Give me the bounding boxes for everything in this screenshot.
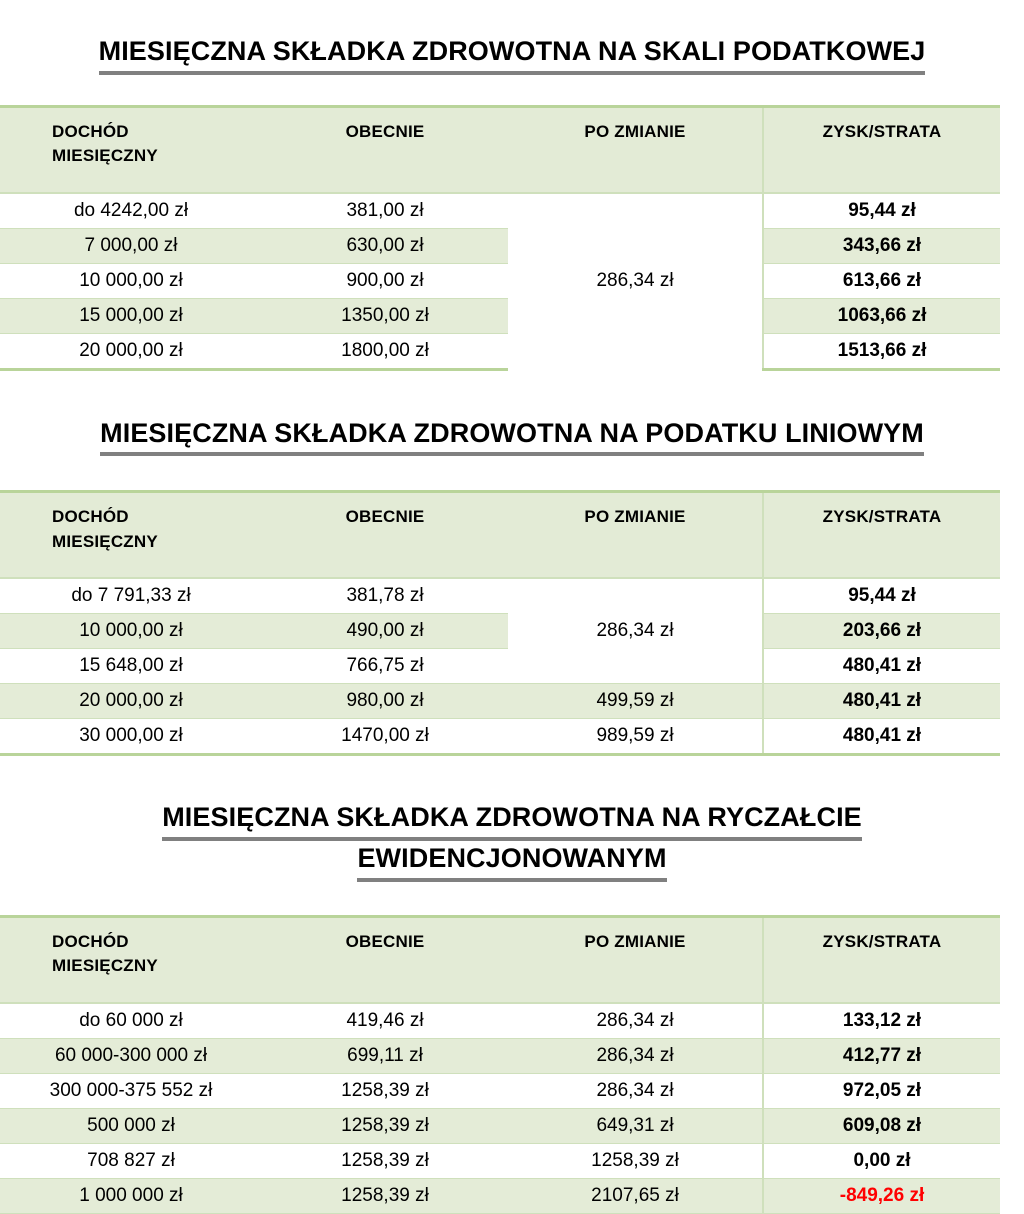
table-wrapper-ryczalt-ewidencjonowany xyxy=(0,915,1024,1214)
cell-po-zmianie: 286,34 zł xyxy=(508,1073,763,1108)
cell-zysk-strata: 133,12 zł xyxy=(763,1003,1000,1039)
cell-obecnie: 490,00 zł xyxy=(262,614,508,649)
cell-po-zmianie-merged: 286,34 zł xyxy=(508,193,763,370)
cell-po-zmianie: 2107,65 zł xyxy=(508,1178,763,1213)
cell-po-zmianie: 286,34 zł xyxy=(508,1038,763,1073)
cell-zysk-strata: 1063,66 zł xyxy=(763,298,1000,333)
column-header-dochod xyxy=(0,492,262,579)
cell-po-zmianie: 649,31 zł xyxy=(508,1108,763,1143)
section-title-podatek-liniowy xyxy=(0,416,1024,457)
column-header-zysk-strata: ZYSK/STRATA xyxy=(763,106,1000,193)
cell-dochod: 7 000,00 zł xyxy=(0,228,262,263)
table-row xyxy=(0,614,1000,649)
cell-zysk-strata: 972,05 zł xyxy=(763,1073,1000,1108)
column-header-obecnie: OBECNIE xyxy=(262,916,508,1003)
table-body xyxy=(0,578,1000,755)
cell-dochod: do 4242,00 zł xyxy=(0,193,262,229)
cell-dochod: 15 000,00 zł xyxy=(0,298,262,333)
table-row xyxy=(0,1108,1000,1143)
cell-obecnie: 1350,00 zł xyxy=(262,298,508,333)
section-title-line: MIESIĘCZNA SKŁADKA ZDROWOTNA NA RYCZAŁCIE xyxy=(162,800,862,841)
table-podatek-liniowy xyxy=(0,490,1000,756)
cell-obecnie: 900,00 zł xyxy=(262,263,508,298)
cell-po-zmianie: 989,59 zł xyxy=(508,719,763,755)
cell-dochod: 15 648,00 zł xyxy=(0,649,262,684)
cell-obecnie: 381,00 zł xyxy=(262,193,508,229)
table-row xyxy=(0,228,1000,263)
column-header-dochod-line1: DOCHÓD xyxy=(52,121,129,141)
cell-zysk-strata: 95,44 zł xyxy=(763,578,1000,614)
table-wrapper-skala-podatkowa xyxy=(0,105,1024,371)
column-header-dochod-line1: DOCHÓD xyxy=(52,931,129,951)
cell-dochod: do 7 791,33 zł xyxy=(0,578,262,614)
table-row xyxy=(0,684,1000,719)
table-header-row xyxy=(0,106,1000,193)
table-row xyxy=(0,1143,1000,1178)
cell-dochod: 500 000 zł xyxy=(0,1108,262,1143)
cell-obecnie: 1258,39 zł xyxy=(262,1108,508,1143)
table-wrapper-podatek-liniowy xyxy=(0,490,1024,756)
table-row xyxy=(0,333,1000,369)
cell-zysk-strata: 203,66 zł xyxy=(763,614,1000,649)
cell-dochod: 30 000,00 zł xyxy=(0,719,262,755)
section-title-line-2: EWIDENCJONOWANYM xyxy=(357,841,666,882)
cell-zysk-strata: 343,66 zł xyxy=(763,228,1000,263)
column-header-po-zmianie: PO ZMIANIE xyxy=(508,492,763,579)
table-row xyxy=(0,578,1000,614)
table-row xyxy=(0,1038,1000,1073)
cell-dochod: 10 000,00 zł xyxy=(0,614,262,649)
table-row xyxy=(0,1003,1000,1039)
table-header xyxy=(0,916,1000,1003)
cell-dochod: 708 827 zł xyxy=(0,1143,262,1178)
table-row xyxy=(0,298,1000,333)
table-row xyxy=(0,1073,1000,1108)
column-header-zysk-strata: ZYSK/STRATA xyxy=(763,492,1000,579)
cell-obecnie: 766,75 zł xyxy=(262,649,508,684)
table-body xyxy=(0,193,1000,370)
table-row xyxy=(0,1178,1000,1213)
cell-obecnie: 1470,00 zł xyxy=(262,719,508,755)
table-row xyxy=(0,263,1000,298)
cell-dochod: 20 000,00 zł xyxy=(0,333,262,369)
cell-zysk-strata: 480,41 zł xyxy=(763,684,1000,719)
table-header xyxy=(0,106,1000,193)
cell-obecnie: 980,00 zł xyxy=(262,684,508,719)
cell-zysk-strata-negative: -849,26 zł xyxy=(763,1178,1000,1213)
cell-dochod: 10 000,00 zł xyxy=(0,263,262,298)
table-row xyxy=(0,193,1000,229)
cell-zysk-strata: 95,44 zł xyxy=(763,193,1000,229)
column-header-dochod-line2: MIESIĘCZNY xyxy=(52,956,158,976)
cell-obecnie: 1258,39 zł xyxy=(262,1178,508,1213)
cell-zysk-strata: 613,66 zł xyxy=(763,263,1000,298)
column-header-zysk-strata: ZYSK/STRATA xyxy=(763,916,1000,1003)
cell-dochod: 20 000,00 zł xyxy=(0,684,262,719)
cell-obecnie: 419,46 zł xyxy=(262,1003,508,1039)
section-title-line: MIESIĘCZNA SKŁADKA ZDROWOTNA NA PODATKU LINIOWYM xyxy=(100,416,924,457)
table-body xyxy=(0,1003,1000,1214)
cell-zysk-strata: 412,77 zł xyxy=(763,1038,1000,1073)
cell-obecnie: 1258,39 zł xyxy=(262,1073,508,1108)
section-title-ryczalt-ewidencjonowany xyxy=(0,800,1024,881)
column-header-po-zmianie: PO ZMIANIE xyxy=(508,106,763,193)
table-skala-podatkowa xyxy=(0,105,1000,371)
column-header-obecnie: OBECNIE xyxy=(262,492,508,579)
table-ryczalt-ewidencjonowany xyxy=(0,915,1000,1214)
cell-zysk-strata: 480,41 zł xyxy=(763,719,1000,755)
column-header-dochod xyxy=(0,916,262,1003)
cell-obecnie: 699,11 zł xyxy=(262,1038,508,1073)
table-header-row xyxy=(0,492,1000,579)
column-header-obecnie: OBECNIE xyxy=(262,106,508,193)
column-header-dochod-line2: MIESIĘCZNY xyxy=(52,531,158,551)
column-header-dochod-line2: MIESIĘCZNY xyxy=(52,146,158,166)
cell-zysk-strata: 1513,66 zł xyxy=(763,333,1000,369)
cell-zysk-strata: 0,00 zł xyxy=(763,1143,1000,1178)
cell-zysk-strata: 480,41 zł xyxy=(763,649,1000,684)
section-title-skala-podatkowa xyxy=(0,34,1024,75)
table-row xyxy=(0,649,1000,684)
cell-obecnie: 1800,00 zł xyxy=(262,333,508,369)
cell-po-zmianie-merged: 286,34 zł xyxy=(508,578,763,684)
cell-obecnie: 381,78 zł xyxy=(262,578,508,614)
cell-zysk-strata: 609,08 zł xyxy=(763,1108,1000,1143)
column-header-dochod xyxy=(0,106,262,193)
cell-dochod: 300 000-375 552 zł xyxy=(0,1073,262,1108)
column-header-po-zmianie: PO ZMIANIE xyxy=(508,916,763,1003)
cell-dochod: do 60 000 zł xyxy=(0,1003,262,1039)
column-header-dochod-line1: DOCHÓD xyxy=(52,507,129,527)
cell-obecnie: 630,00 zł xyxy=(262,228,508,263)
cell-dochod: 60 000-300 000 zł xyxy=(0,1038,262,1073)
cell-po-zmianie: 286,34 zł xyxy=(508,1003,763,1039)
section-title-line: MIESIĘCZNA SKŁADKA ZDROWOTNA NA SKALI PODATKOWEJ xyxy=(99,34,926,75)
cell-po-zmianie: 1258,39 zł xyxy=(508,1143,763,1178)
table-row xyxy=(0,719,1000,755)
table-header-row xyxy=(0,916,1000,1003)
cell-po-zmianie: 499,59 zł xyxy=(508,684,763,719)
cell-obecnie: 1258,39 zł xyxy=(262,1143,508,1178)
table-header xyxy=(0,492,1000,579)
cell-dochod: 1 000 000 zł xyxy=(0,1178,262,1213)
